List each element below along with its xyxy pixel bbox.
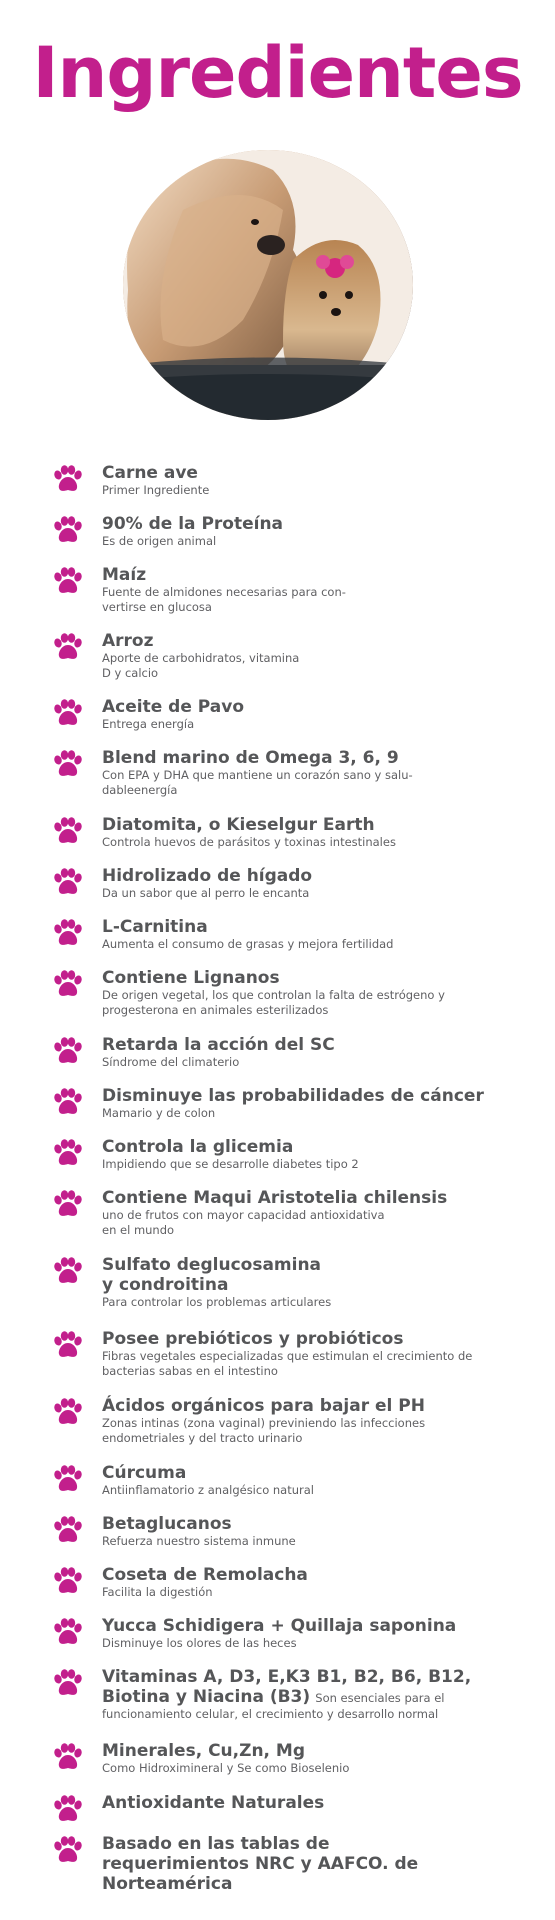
item-description: De origen vegetal, los que controlan la falta de estrógeno y (102, 988, 445, 1002)
item-description: Como Hidroximineral y Se como Bioselenio (102, 1761, 350, 1775)
paw-icon (52, 1743, 84, 1773)
paw-icon (52, 1257, 84, 1287)
paw-icon (52, 817, 84, 847)
item-title: 90% de la Proteína (102, 514, 284, 534)
item-description: Son esenciales para el (315, 1691, 445, 1705)
item-description: Aumenta el consumo de grasas y mejora fertilidad (102, 937, 394, 951)
item-description: Controla huevos de parásitos y toxinas intestinales (102, 835, 396, 849)
item-description: Facilita la digestión (102, 1585, 213, 1599)
paw-icon (52, 1088, 84, 1118)
paw-icon (52, 1567, 84, 1597)
item-title: Betaglucanos (102, 1514, 232, 1534)
item-description: Primer Ingrediente (102, 483, 210, 497)
item-description: en el mundo (102, 1223, 175, 1237)
paw-icon (52, 1465, 84, 1495)
item-description: Da un sabor que al perro le encanta (102, 886, 310, 900)
paw-icon (52, 567, 84, 597)
paw-icon (52, 1398, 84, 1428)
item-description: vertirse en glucosa (102, 600, 212, 614)
item-title: Posee prebióticos y probióticos (102, 1329, 404, 1349)
paw-icon (52, 750, 84, 780)
paw-icon (52, 1139, 84, 1169)
item-title: Basado en las tablas de requerimientos NRC y AAFCO. de Norteamérica (102, 1834, 419, 1894)
item-description: endometriales y del tracto urinario (102, 1431, 303, 1445)
item-title: Coseta de Remolacha (102, 1565, 308, 1585)
item-title: Minerales, Cu,Zn, Mg (102, 1741, 306, 1761)
page-title: Ingredientes (32, 32, 523, 114)
paw-icon (52, 1836, 84, 1866)
item-title: L-Carnitina (102, 917, 208, 937)
paw-icon (52, 1037, 84, 1067)
paw-icon (52, 633, 84, 663)
item-title: Blend marino de Omega 3, 6, 9 (102, 748, 399, 768)
item-description: Fuente de almidones necesarias para con- (102, 585, 346, 599)
item-description: Síndrome del climaterio (102, 1055, 240, 1069)
item-title: Antioxidante Naturales (102, 1793, 325, 1813)
paw-icon (52, 1618, 84, 1648)
paw-icon (52, 1190, 84, 1220)
item-description: Impidiendo que se desarrolle diabetes tipo 2 (102, 1157, 359, 1171)
item-description: Para controlar los problemas articulares (102, 1295, 332, 1309)
item-title: Vitaminas A, D3, E,K3 B1, B2, B6, B12, Biotina y Niacina (B3) (102, 1667, 472, 1707)
paw-icon (52, 1669, 84, 1699)
item-description: funcionamiento celular, el crecimiento y desarrollo normal (102, 1707, 439, 1721)
paw-icon (52, 1516, 84, 1546)
item-description: Fibras vegetales especializadas que estimulan el crecimiento de (102, 1349, 473, 1363)
paw-icon (52, 699, 84, 729)
item-title: Contiene Maqui Aristotelia chilensis (102, 1188, 448, 1208)
item-description: Antiinflamatorio z analgésico natural (102, 1483, 314, 1497)
item-title: Disminuye las probabilidades de cáncer (102, 1086, 484, 1106)
item-description: Es de origen animal (102, 534, 217, 548)
paw-icon (52, 919, 84, 949)
item-description: dableenergía (102, 783, 178, 797)
item-description: Aporte de carbohidratos, vitamina (102, 651, 300, 665)
dogs-illustration (123, 150, 413, 420)
item-description: Con EPA y DHA que mantiene un corazón sano y salu- (102, 768, 413, 782)
item-title: Yucca Schidigera + Quillaja saponina (102, 1616, 457, 1636)
item-description: Refuerza nuestro sistema inmune (102, 1534, 296, 1548)
item-title: Contiene Lignanos (102, 968, 280, 988)
item-description: uno de frutos con mayor capacidad antioxidativa (102, 1208, 385, 1222)
item-title: Ácidos orgánicos para bajar el PH (102, 1396, 425, 1416)
item-description: Zonas intinas (zona vaginal) previniendo las infecciones (102, 1416, 426, 1430)
paw-icon (52, 868, 84, 898)
item-description: Entrega energía (102, 717, 195, 731)
item-description: bacterias sabas en el intestino (102, 1364, 278, 1378)
paw-icon (52, 1331, 84, 1361)
item-description: Mamario y de colon (102, 1106, 216, 1120)
item-title: Cúrcuma (102, 1463, 187, 1483)
item-title: Maíz (102, 565, 147, 585)
item-description: Disminuye los olores de las heces (102, 1636, 297, 1650)
item-title: Hidrolizado de hígado (102, 866, 313, 886)
item-title: Arroz (102, 631, 154, 651)
paw-icon (52, 970, 84, 1000)
item-description: D y calcio (102, 666, 159, 680)
item-title: Retarda la acción del SC (102, 1035, 335, 1055)
item-title: Carne ave (102, 463, 198, 483)
item-title: Aceite de Pavo (102, 697, 245, 717)
paw-icon (52, 1795, 84, 1825)
item-description: progesterona en animales esterilizados (102, 1003, 329, 1017)
item-title: Sulfato deglucosamina y condroitina (102, 1255, 322, 1295)
item-title: Diatomita, o Kieselgur Earth (102, 815, 375, 835)
paw-icon (52, 516, 84, 546)
item-title: Controla la glicemia (102, 1137, 294, 1157)
paw-icon (52, 465, 84, 495)
dogs-photo (123, 150, 413, 420)
